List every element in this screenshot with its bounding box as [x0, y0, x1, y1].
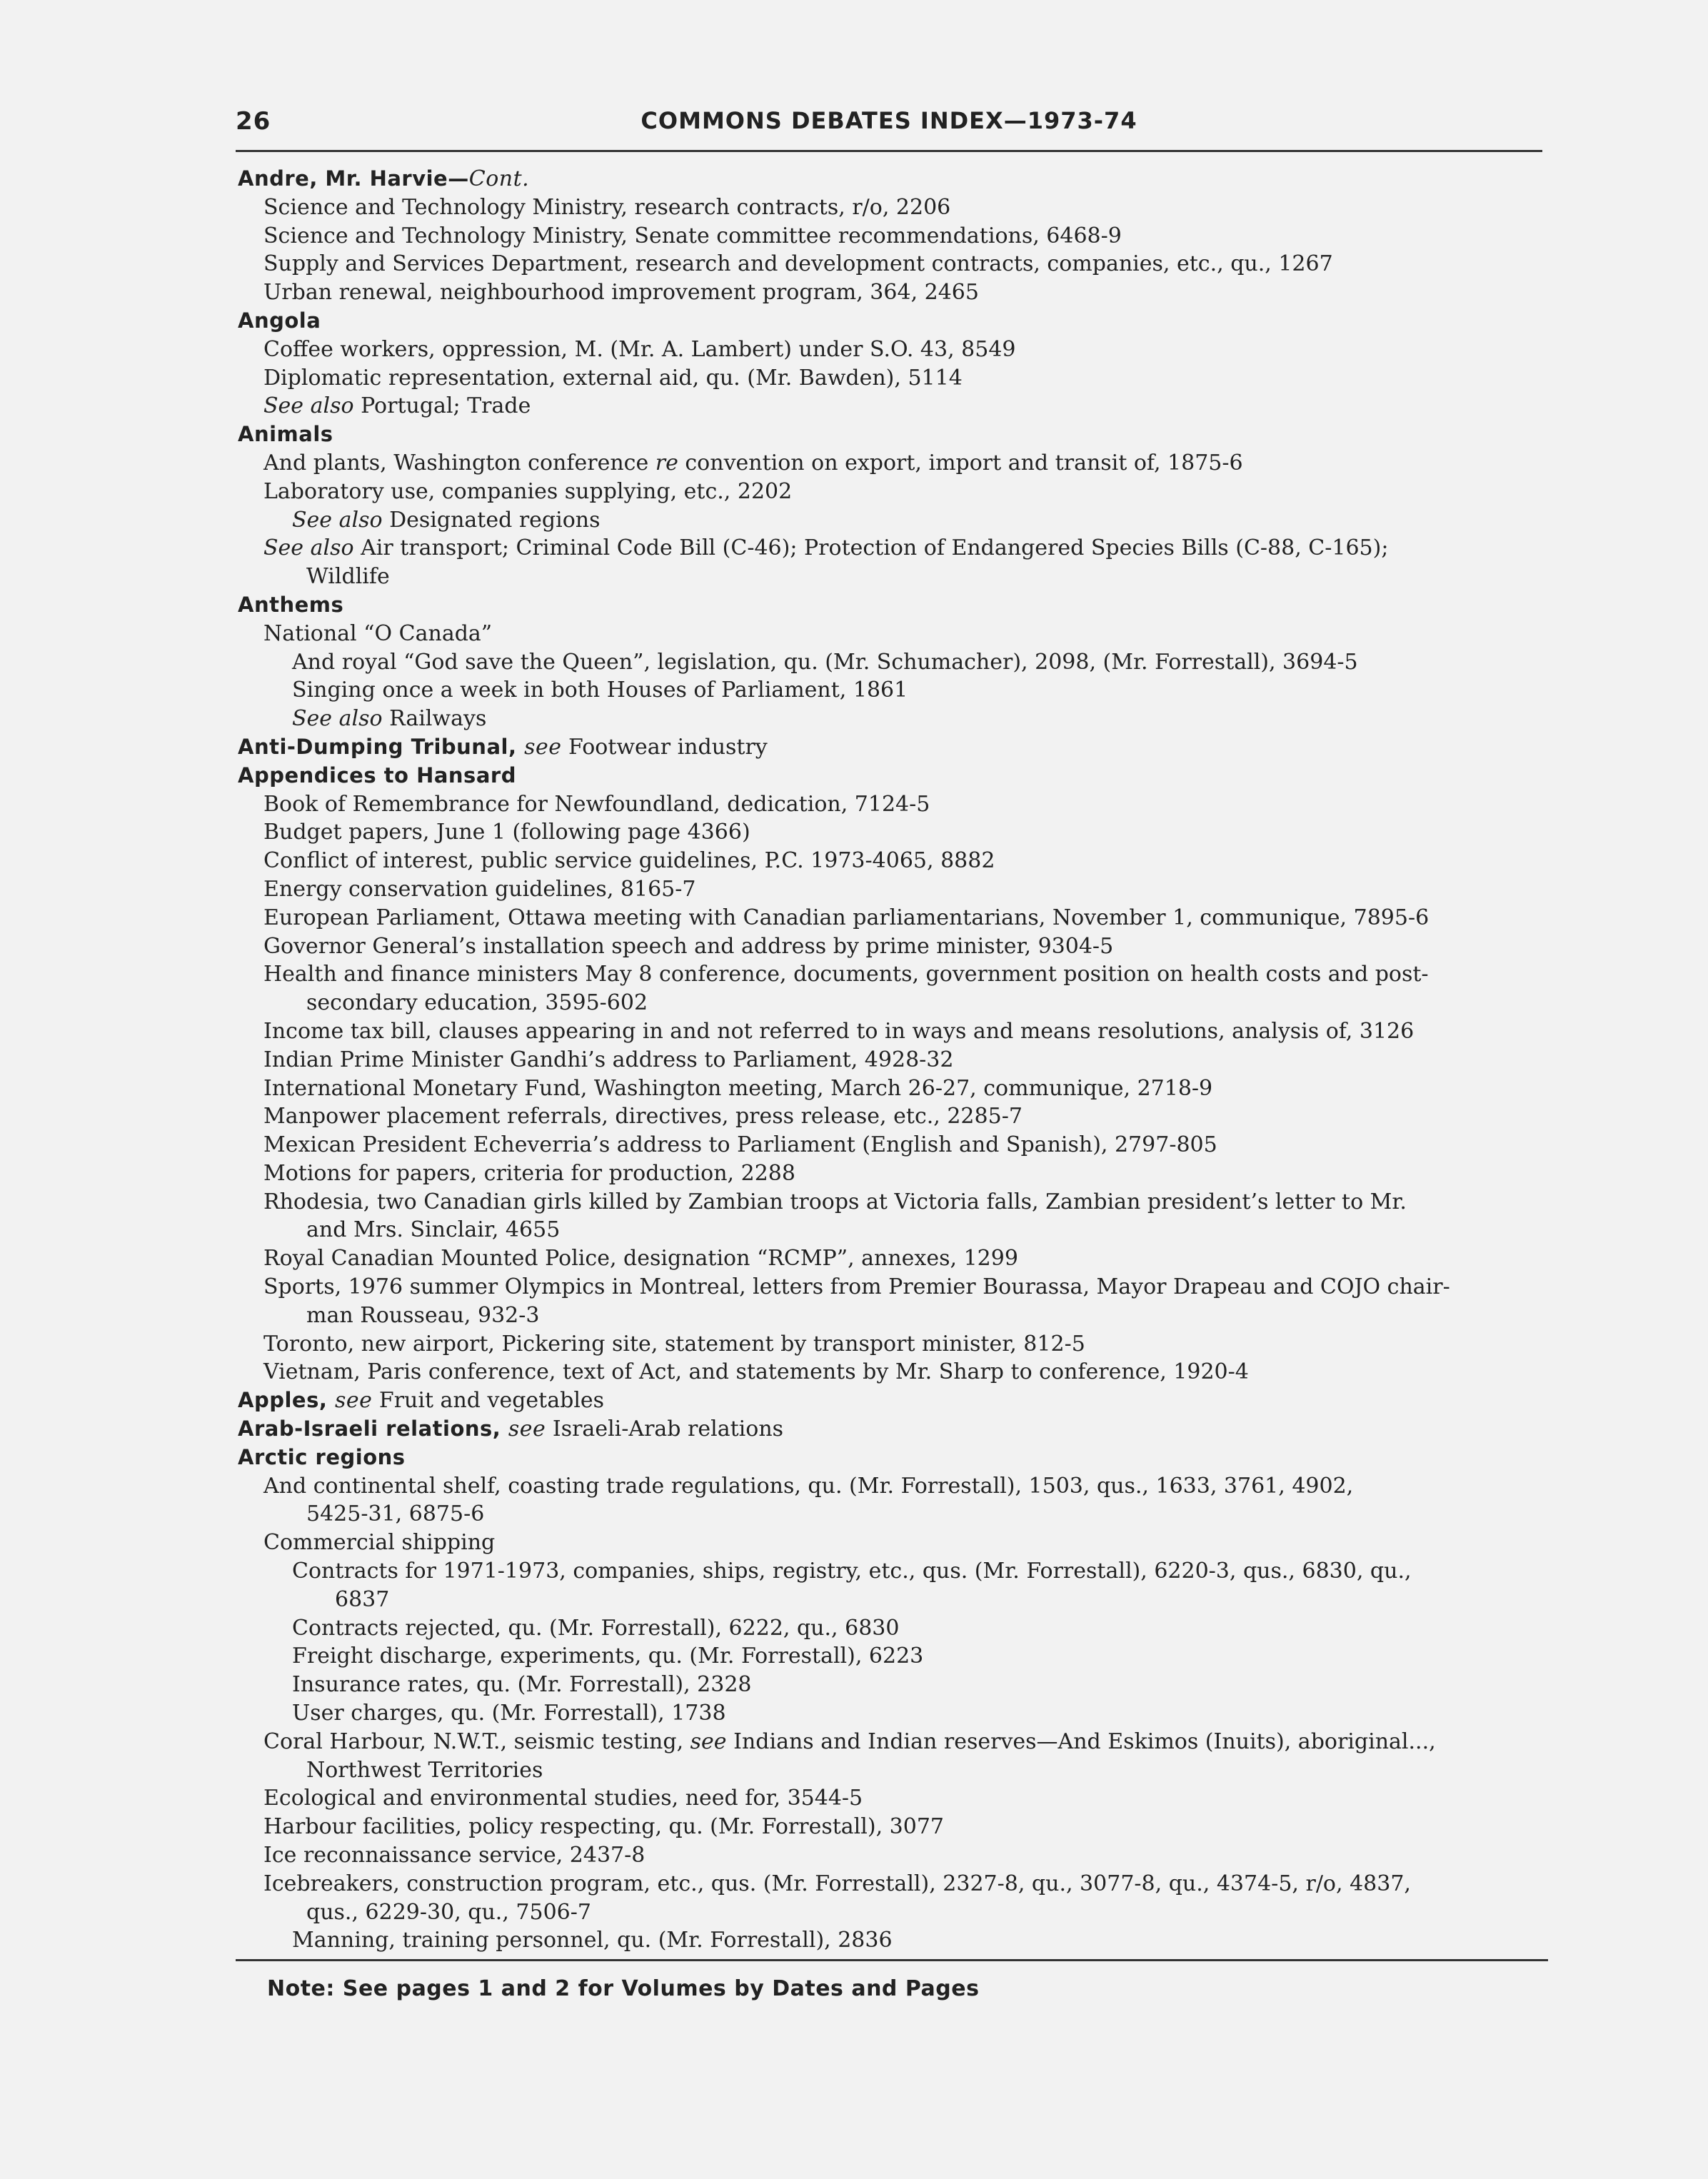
entry-text: Apples, [238, 1388, 335, 1413]
index-subentry [238, 1870, 1573, 1898]
index-subentry [238, 904, 1573, 932]
index-subentry [238, 705, 1573, 733]
entry-text: Diplomatic representation, external aid, qu. (Mr. Bawden), 5114 [263, 365, 963, 391]
index-subentry [238, 1017, 1573, 1046]
entry-text: Andre, Mr. Harvie— [238, 166, 469, 191]
entry-text: Income tax bill, clauses appearing in and not referred to in ways and means resolutions, analysis of, 3126 [263, 1018, 1415, 1044]
index-subentry [238, 1784, 1573, 1813]
entry-text: convention on export, import and transit of, 1875-6 [678, 450, 1243, 475]
footer-note: Note: See pages 1 and 2 for Volumes by Dates and Pages [267, 1976, 980, 2001]
entry-text: 5425-31, 6875-6 [306, 1501, 485, 1527]
entry-text: Appendices to Hansard [238, 763, 516, 787]
entry-text: Anthems [238, 592, 344, 617]
entry-italic-text: See also [292, 507, 383, 533]
entry-text: man Rousseau, 932-3 [306, 1302, 540, 1328]
entry-text: Indians and Indian reserves—And Eskimos (Inuits), aboriginal..., [726, 1728, 1436, 1754]
entry-text: And royal “God save the Queen”, legislation, qu. (Mr. Schumacher), 2098, (Mr. Forrestall), 3694-5 [292, 649, 1358, 675]
index-subentry [238, 1898, 1573, 1927]
entry-text: Air transport; Criminal Code Bill (C-46); Protection of Endangered Species Bills (C-88, C-165); [353, 535, 1389, 561]
footer-rule [236, 1959, 1548, 1961]
entry-text: Governor General’s installation speech and address by prime minister, 9304-5 [263, 933, 1114, 959]
entry-text: International Monetary Fund, Washington meeting, March 26-27, communique, 2718-9 [263, 1075, 1213, 1101]
index-heading [238, 733, 1573, 762]
entry-text: Urban renewal, neighbourhood improvement program, 364, 2465 [263, 280, 979, 306]
index-subentry [238, 1102, 1573, 1131]
entry-text: Coral Harbour, N.W.T., seismic testing, [263, 1728, 690, 1754]
entry-text: European Parliament, Ottawa meeting with Canadian parliamentarians, November 1, communique, 7895-6 [263, 905, 1430, 930]
index-subentry [238, 392, 1573, 421]
index-subentry [238, 364, 1573, 393]
entry-italic-text: re [655, 450, 678, 475]
index-subentry [238, 1244, 1573, 1273]
index-list [238, 165, 1573, 1955]
index-heading [238, 1415, 1573, 1444]
index-subentry [238, 1926, 1573, 1955]
index-heading [238, 421, 1573, 449]
entry-text: Budget papers, June 1 (following page 4366) [263, 820, 750, 845]
index-subentry [238, 449, 1573, 478]
index-subentry [238, 960, 1573, 989]
index-subentry [238, 1159, 1573, 1188]
index-subentry [238, 222, 1573, 251]
index-subentry [238, 250, 1573, 278]
entry-text: Freight discharge, experiments, qu. (Mr. Forrestall), 6223 [292, 1644, 924, 1669]
entry-text: Laboratory use, companies supplying, etc., 2202 [263, 478, 793, 504]
entry-text: Israeli-Arab relations [546, 1416, 784, 1442]
index-subentry [238, 1699, 1573, 1728]
index-heading [238, 1444, 1573, 1472]
entry-text: Ice reconnaissance service, 2437-8 [263, 1843, 645, 1868]
entry-text: Footwear industry [561, 734, 768, 760]
index-subentry [238, 1330, 1573, 1359]
entry-text: Toronto, new airport, Pickering site, statement by transport minister, 812-5 [263, 1331, 1085, 1357]
entry-text: Portugal; Trade [353, 393, 531, 419]
entry-text: And plants, Washington conference [263, 450, 655, 475]
entry-text: Book of Remembrance for Newfoundland, dedication, 7124-5 [263, 791, 930, 817]
index-subentry [238, 1358, 1573, 1387]
entry-text: Motions for papers, criteria for production, 2288 [263, 1160, 795, 1186]
entry-text: Arctic regions [238, 1444, 406, 1469]
index-subentry [238, 1500, 1573, 1529]
entry-text: National “O Canada” [263, 620, 493, 646]
entry-text: Wildlife [306, 564, 390, 590]
entry-text: Harbour facilities, policy respecting, qu. (Mr. Forrestall), 3077 [263, 1814, 944, 1840]
entry-italic-text: see [334, 1388, 373, 1414]
index-subentry [238, 932, 1573, 961]
entry-italic-text: Cont. [468, 166, 530, 191]
index-heading [238, 762, 1573, 790]
entry-text: Insurance rates, qu. (Mr. Forrestall), 2328 [292, 1672, 752, 1698]
entry-text: Indian Prime Minister Gandhi’s address to Parliament, 4928-32 [263, 1047, 954, 1072]
entry-text: Railways [382, 706, 487, 732]
index-subentry [238, 1813, 1573, 1841]
entry-text: Science and Technology Ministry, research contracts, r/o, 2206 [263, 194, 951, 220]
index-heading [238, 591, 1573, 620]
entry-italic-text: See also [263, 393, 354, 419]
entry-text: secondary education, 3595-602 [306, 990, 648, 1016]
entry-text: And continental shelf, coasting trade regulations, qu. (Mr. Forrestall), 1503, qus., 1633, 3761, 4902, [263, 1473, 1354, 1499]
entry-text: Rhodesia, two Canadian girls killed by Zambian troops at Victoria falls, Zambian president’s letter to Mr. [263, 1189, 1407, 1214]
index-subentry [238, 989, 1573, 1017]
index-subentry [238, 1302, 1573, 1330]
entry-text: 6837 [335, 1586, 390, 1612]
index-subentry [238, 1131, 1573, 1159]
entry-text: Angola [238, 308, 321, 333]
entry-text: Contracts rejected, qu. (Mr. Forrestall), 6222, qu., 6830 [292, 1615, 900, 1641]
index-subentry [238, 818, 1573, 847]
index-subentry [238, 336, 1573, 364]
index-subentry [238, 790, 1573, 819]
index-subentry [238, 620, 1573, 648]
page-number: 26 [236, 107, 271, 136]
entry-text: Northwest Territories [306, 1757, 543, 1783]
index-subentry [238, 478, 1573, 506]
index-heading [238, 1387, 1573, 1415]
entry-text: User charges, qu. (Mr. Forrestall), 1738 [292, 1701, 726, 1726]
entry-text: Supply and Services Department, research and development contracts, companies, etc., qu., 1267 [263, 251, 1333, 277]
index-subentry [238, 1216, 1573, 1244]
page-header [236, 100, 1542, 152]
entry-text: Conflict of interest, public service guidelines, P.C. 1973-4065, 8882 [263, 848, 995, 874]
index-subentry [238, 506, 1573, 535]
index-subentry [238, 1529, 1573, 1557]
index-subentry [238, 1188, 1573, 1217]
entry-text: Health and finance ministers May 8 conference, documents, government position on health costs and post- [263, 962, 1429, 987]
index-subentry [238, 875, 1573, 904]
entry-text: Energy conservation guidelines, 8165-7 [263, 876, 696, 902]
entry-text: Science and Technology Ministry, Senate committee recommendations, 6468-9 [263, 223, 1122, 248]
index-subentry [238, 1075, 1573, 1103]
index-subentry [238, 1273, 1573, 1302]
index-subentry [238, 1472, 1573, 1501]
index-subentry [238, 676, 1573, 705]
entry-italic-text: see [508, 1416, 546, 1442]
index-subentry [238, 1841, 1573, 1870]
entry-text: Coffee workers, oppression, M. (Mr. A. Lambert) under S.O. 43, 8549 [263, 336, 1016, 362]
index-subentry [238, 1756, 1573, 1785]
entry-italic-text: See also [263, 535, 354, 561]
entry-text: Icebreakers, construction program, etc., qus. (Mr. Forrestall), 2327-8, qu., 3077-8, qu., 4374-5, r/o, 4837, [263, 1871, 1411, 1896]
index-subentry [238, 1046, 1573, 1075]
entry-italic-text: See also [292, 706, 383, 732]
index-subentry [238, 1671, 1573, 1699]
entry-text: qus., 6229-30, qu., 7506-7 [306, 1899, 591, 1925]
index-subentry [238, 534, 1573, 563]
entry-italic-text: see [690, 1728, 727, 1754]
entry-text: Royal Canadian Mounted Police, designation “RCMP”, annexes, 1299 [263, 1246, 1018, 1272]
index-subentry [238, 278, 1573, 307]
entry-text: Vietnam, Paris conference, text of Act, and statements by Mr. Sharp to conference, 1920-4 [263, 1359, 1249, 1385]
entry-text: Manning, training personnel, qu. (Mr. Forrestall), 2836 [292, 1928, 893, 1953]
index-subentry [238, 1557, 1573, 1586]
index-subentry [238, 193, 1573, 222]
entry-text: Commercial shipping [263, 1530, 496, 1556]
entry-text: Designated regions [382, 507, 601, 533]
entry-text: Mexican President Echeverria’s address to Parliament (English and Spanish), 2797-805 [263, 1132, 1217, 1158]
index-subentry [238, 1586, 1573, 1614]
entry-text: Fruit and vegetables [372, 1388, 605, 1414]
entry-text: Ecological and environmental studies, need for, 3544-5 [263, 1786, 863, 1811]
page-title: COMMONS DEBATES INDEX—1973-74 [640, 107, 1137, 134]
index-subentry [238, 648, 1573, 677]
index-heading [238, 307, 1573, 336]
entry-text: and Mrs. Sinclair, 4655 [306, 1217, 561, 1243]
entry-text: Sports, 1976 summer Olympics in Montreal, letters from Premier Bourassa, Mayor Drapeau and COJO chair- [263, 1274, 1450, 1300]
index-subentry [238, 1642, 1573, 1671]
entry-italic-text: see [524, 734, 562, 760]
index-subentry [238, 1728, 1573, 1756]
entry-text: Manpower placement referrals, directives, press release, etc., 2285-7 [263, 1104, 1023, 1129]
index-subentry [238, 563, 1573, 591]
entry-text: Singing once a week in both Houses of Parliament, 1861 [292, 678, 908, 703]
entry-text: Anti-Dumping Tribunal, [238, 734, 525, 759]
index-subentry [238, 847, 1573, 875]
index-subentry [238, 1614, 1573, 1643]
entry-text: Contracts for 1971-1973, companies, ships, registry, etc., qus. (Mr. Forrestall), 6220-3, qus., 6830, qu., [292, 1559, 1412, 1584]
entry-text: Animals [238, 422, 333, 447]
entry-text: Arab-Israeli relations, [238, 1416, 508, 1441]
index-heading [238, 165, 1573, 193]
